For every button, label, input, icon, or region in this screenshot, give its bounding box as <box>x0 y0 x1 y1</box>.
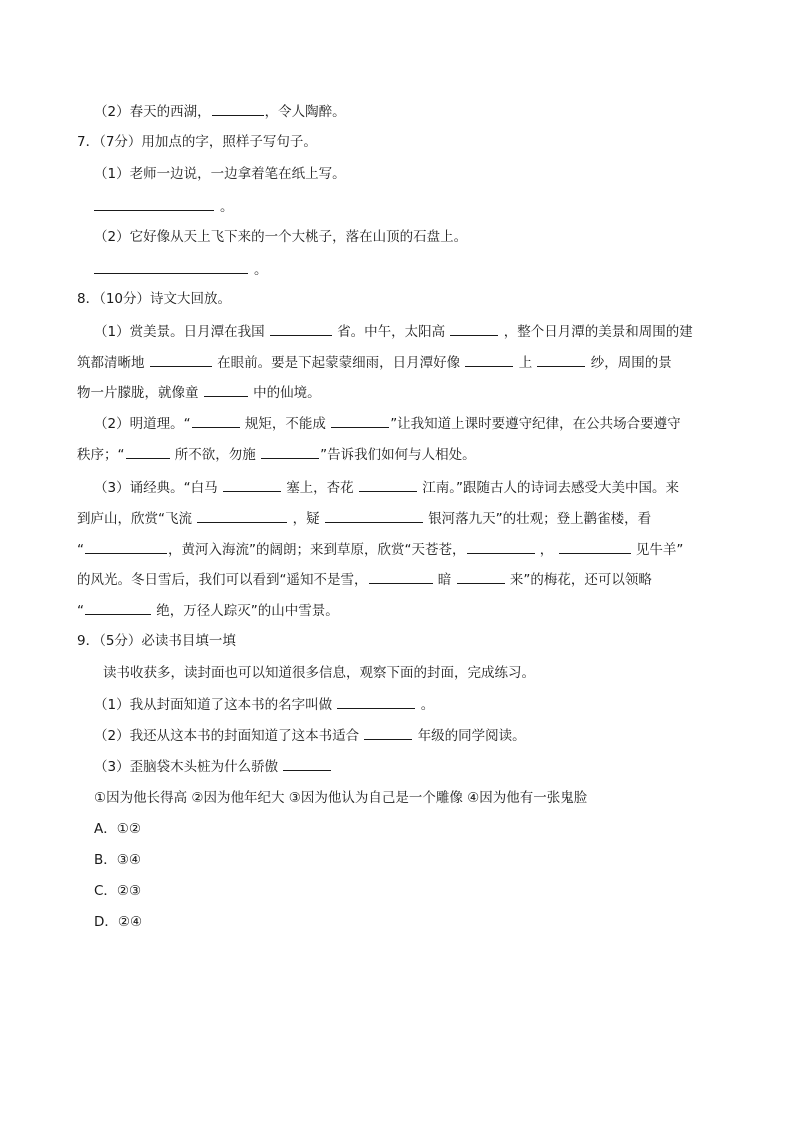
q8-p3-text: ， <box>539 542 554 558</box>
q8-blank-cover[interactable] <box>465 352 513 367</box>
q9-sub3 <box>94 756 332 776</box>
q6-sub2-text-b: ，令人陶醉。 <box>264 104 346 120</box>
q9-choices: ①因为他长得高 ②因为他年纪大 ③因为他认为自己是一个雕像 ④因为他有一张鬼脸 <box>94 790 588 806</box>
q9-option-c[interactable]: C．②③ <box>94 883 142 899</box>
q8-p2-text: ”告诉我们如何与人相处。 <box>320 447 476 463</box>
q8-blank-waterfall2[interactable] <box>325 508 423 523</box>
q8-p2-text: 规矩，不能成 <box>244 416 326 432</box>
q8-p1-line1 <box>94 321 693 341</box>
q9-blank-reason[interactable] <box>283 756 331 771</box>
q8-blank-because[interactable] <box>369 569 433 584</box>
q8-p2-text: （2）明道理。“ <box>94 416 191 432</box>
q7-answer2-line[interactable] <box>94 259 248 274</box>
q9-sub2 <box>94 725 526 745</box>
q8-blank-self[interactable] <box>126 444 170 459</box>
q8-blank-wind[interactable] <box>559 539 631 554</box>
q8-p1-text: 纱，周围的景 <box>590 355 672 371</box>
q7-sub1: （1）老师一边说，一边拿着笔在纸上写。 <box>94 166 346 182</box>
q7-answer1-line[interactable] <box>94 196 214 211</box>
q8-p3-line4 <box>77 569 652 589</box>
q9-option-b[interactable]: B．③④ <box>94 852 141 868</box>
q8-p3-line1 <box>94 477 679 497</box>
q8-p1-text: 中的仙境。 <box>253 385 321 401</box>
q9-sub1-end: 。 <box>420 697 435 713</box>
q9-sub2-end: 年级的同学阅读。 <box>417 728 526 744</box>
q8-blank-rules1[interactable] <box>192 413 240 428</box>
q6-sub2-blank[interactable] <box>212 101 264 116</box>
q8-p1-line2 <box>77 352 672 372</box>
q9-sub1-text: （1）我从封面知道了这本书的名字叫做 <box>94 697 333 713</box>
q8-blank-tale[interactable] <box>204 382 248 397</box>
q8-blank-wild[interactable] <box>467 539 535 554</box>
q8-p3-text: ，黄河入海流”的阔朗；来到草原，欣赏“天苍苍， <box>168 542 466 558</box>
q8-blank-sun-mountain[interactable] <box>85 539 167 554</box>
q8-blank-autumn[interactable] <box>223 477 281 492</box>
q8-blank-show[interactable] <box>150 352 212 367</box>
q9-blank-title[interactable] <box>337 694 415 709</box>
q8-p1-line3 <box>77 382 321 402</box>
q8-p3-text: （3）诵经典。“白马 <box>94 480 218 496</box>
q8-p2-line1 <box>94 413 681 433</box>
q9-sub2-text: （2）我还从这本书的封面知道了这本书适合 <box>94 728 360 744</box>
q9-option-a[interactable]: A．①② <box>94 821 141 837</box>
q7-answer1 <box>94 196 234 216</box>
q8-p3-line3 <box>77 539 683 559</box>
q8-blank-sun[interactable] <box>450 321 498 336</box>
q7-header: 7．（7分）用加点的字，照样子写句子。 <box>77 134 317 150</box>
q8-blank-rules2[interactable] <box>331 413 389 428</box>
q8-p1-text: ，整个日月潭的美景和周围的建 <box>503 324 693 340</box>
q8-p2-text: ”让我知道上课时要遵守纪律，在公共场合要遵守 <box>390 416 681 432</box>
q8-header: 8．（10分）诗文大回放。 <box>77 291 232 307</box>
q7-sub2: （2）它好像从天上飞下来的一个大桃子，落在山顶的石盘上。 <box>94 229 468 245</box>
q8-p1-text: 上 <box>518 355 533 371</box>
q9-intro: 读书收获多，读封面也可以知道很多信息，观察下面的封面，完成练习。 <box>103 665 535 681</box>
q8-p1-text: 省。中午，太阳高 <box>337 324 446 340</box>
q6-sub2-text-a: （2）春天的西湖， <box>94 104 211 120</box>
q8-p3-text: 的风光。冬日雪后，我们可以看到“遥知不是雪， <box>77 572 368 588</box>
q8-p1-text: （1）赏美景。日月潭在我国 <box>94 324 265 340</box>
q8-blank-waterfall1[interactable] <box>197 508 287 523</box>
q9-sub3-text: （3）歪脑袋木头桩为什么骄傲 <box>94 759 279 775</box>
q8-p3-text: 绝，万径人踪灭”的山中雪景。 <box>156 603 339 619</box>
q9-blank-grade[interactable] <box>364 725 412 740</box>
q8-p1-text: 在眼前。要是下起蒙蒙细雨，日月潭好像 <box>217 355 461 371</box>
q8-p2-text: 所不欲，勿施 <box>174 447 256 463</box>
q8-p3-text: ，疑 <box>292 511 320 527</box>
q8-blank-spring[interactable] <box>359 477 417 492</box>
q9-header: 9．（5分）必读书目填一填 <box>77 633 236 649</box>
q8-p3-text: 来”的梅花，还可以领略 <box>509 572 652 588</box>
q8-blank-birds[interactable] <box>85 600 151 615</box>
q8-p3-text: 江南。”跟随古人的诗词去感受大美中国。来 <box>422 480 680 496</box>
q8-p3-text: 塞上，杏花 <box>286 480 354 496</box>
q8-blank-others[interactable] <box>261 444 319 459</box>
q8-p3-line5 <box>77 600 339 620</box>
q7-answer1-end: 。 <box>220 199 234 215</box>
q8-p1-text: 物一片朦胧，就像童 <box>77 385 199 401</box>
q8-p3-text: 银河落九天”的壮观；登上鹳雀楼，看 <box>428 511 652 527</box>
q9-option-d[interactable]: D．②④ <box>94 914 143 930</box>
q7-answer2-end: 。 <box>254 262 268 278</box>
q8-p3-line2 <box>77 508 651 528</box>
q8-p3-text: “ <box>77 603 84 619</box>
q7-answer2 <box>94 259 268 279</box>
q6-sub2 <box>94 101 346 121</box>
q9-sub1 <box>94 694 434 714</box>
q8-blank-veil[interactable] <box>537 352 585 367</box>
q8-blank-fragrance[interactable] <box>457 569 505 584</box>
q8-p3-text: 暗 <box>437 572 452 588</box>
q8-p3-text: 到庐山，欣赏“飞流 <box>77 511 192 527</box>
q8-p1-text: 筑都清晰地 <box>77 355 145 371</box>
q8-p3-text: “ <box>77 542 84 558</box>
q8-p2-text: 秩序；“ <box>77 447 125 463</box>
q8-blank-province[interactable] <box>270 321 332 336</box>
q8-p2-line2 <box>77 444 476 464</box>
q8-p3-text: 见牛羊” <box>635 542 684 558</box>
